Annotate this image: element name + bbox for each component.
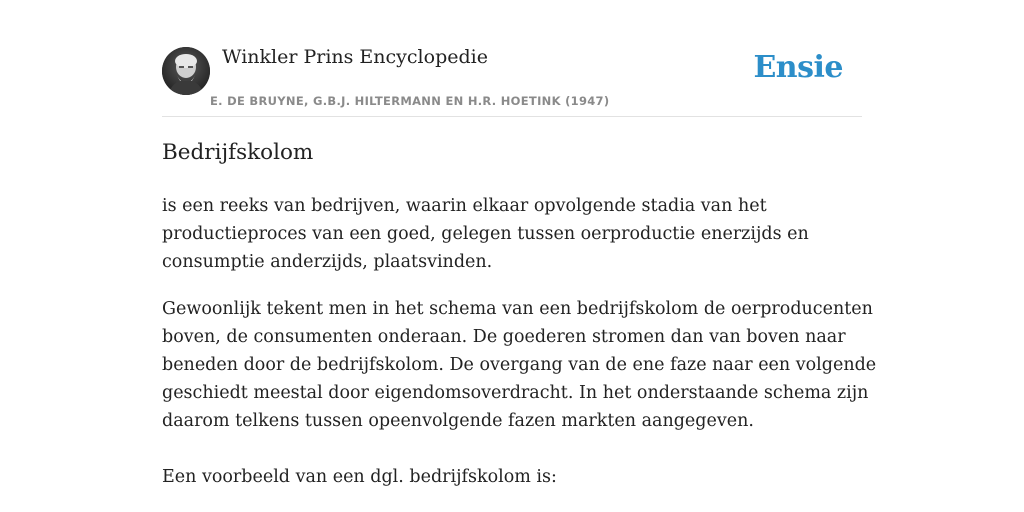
ensie-logo-link[interactable]: Ensie: [753, 50, 843, 85]
paragraph-line: beneden door de bedrijfskolom. De overgang van de ene faze naar een volgende: [162, 355, 877, 375]
site-header: [162, 0, 862, 117]
article-paragraph: [162, 463, 862, 491]
article-paragraph: [162, 295, 877, 435]
article-title: Bedrijfskolom: [162, 140, 314, 165]
paragraph-line: daarom telkens tussen opeenvolgende fazen markten aangegeven.: [162, 411, 754, 431]
paragraph-line: Een voorbeeld van een dgl. bedrijfskolom is:: [162, 467, 557, 487]
paragraph-line: geschiedt meestal door eigendomsoverdracht. In het onderstaande schema zijn: [162, 383, 869, 403]
paragraph-line: productieproces van een goed, gelegen tussen oerproductie enerzijds en: [162, 224, 809, 244]
encyclopedia-title-link[interactable]: Winkler Prins Encyclopedie: [222, 46, 488, 68]
article-paragraph: [162, 192, 862, 276]
paragraph-line: Gewoonlijk tekent men in het schema van een bedrijfskolom de oerproducenten: [162, 299, 873, 319]
author-avatar-icon[interactable]: [162, 47, 210, 95]
portrait-avatar-icon: [162, 47, 210, 95]
page-container: [162, 0, 877, 487]
paragraph-line: boven, de consumenten onderaan. De goederen stromen dan van boven naar: [162, 327, 846, 347]
authors-credit: E. DE BRUYNE, G.B.J. HILTERMANN EN H.R. HOETINK (1947): [210, 94, 610, 108]
paragraph-line: consumptie anderzijds, plaatsvinden.: [162, 252, 493, 272]
paragraph-line: is een reeks van bedrijven, waarin elkaar opvolgende stadia van het: [162, 196, 767, 216]
